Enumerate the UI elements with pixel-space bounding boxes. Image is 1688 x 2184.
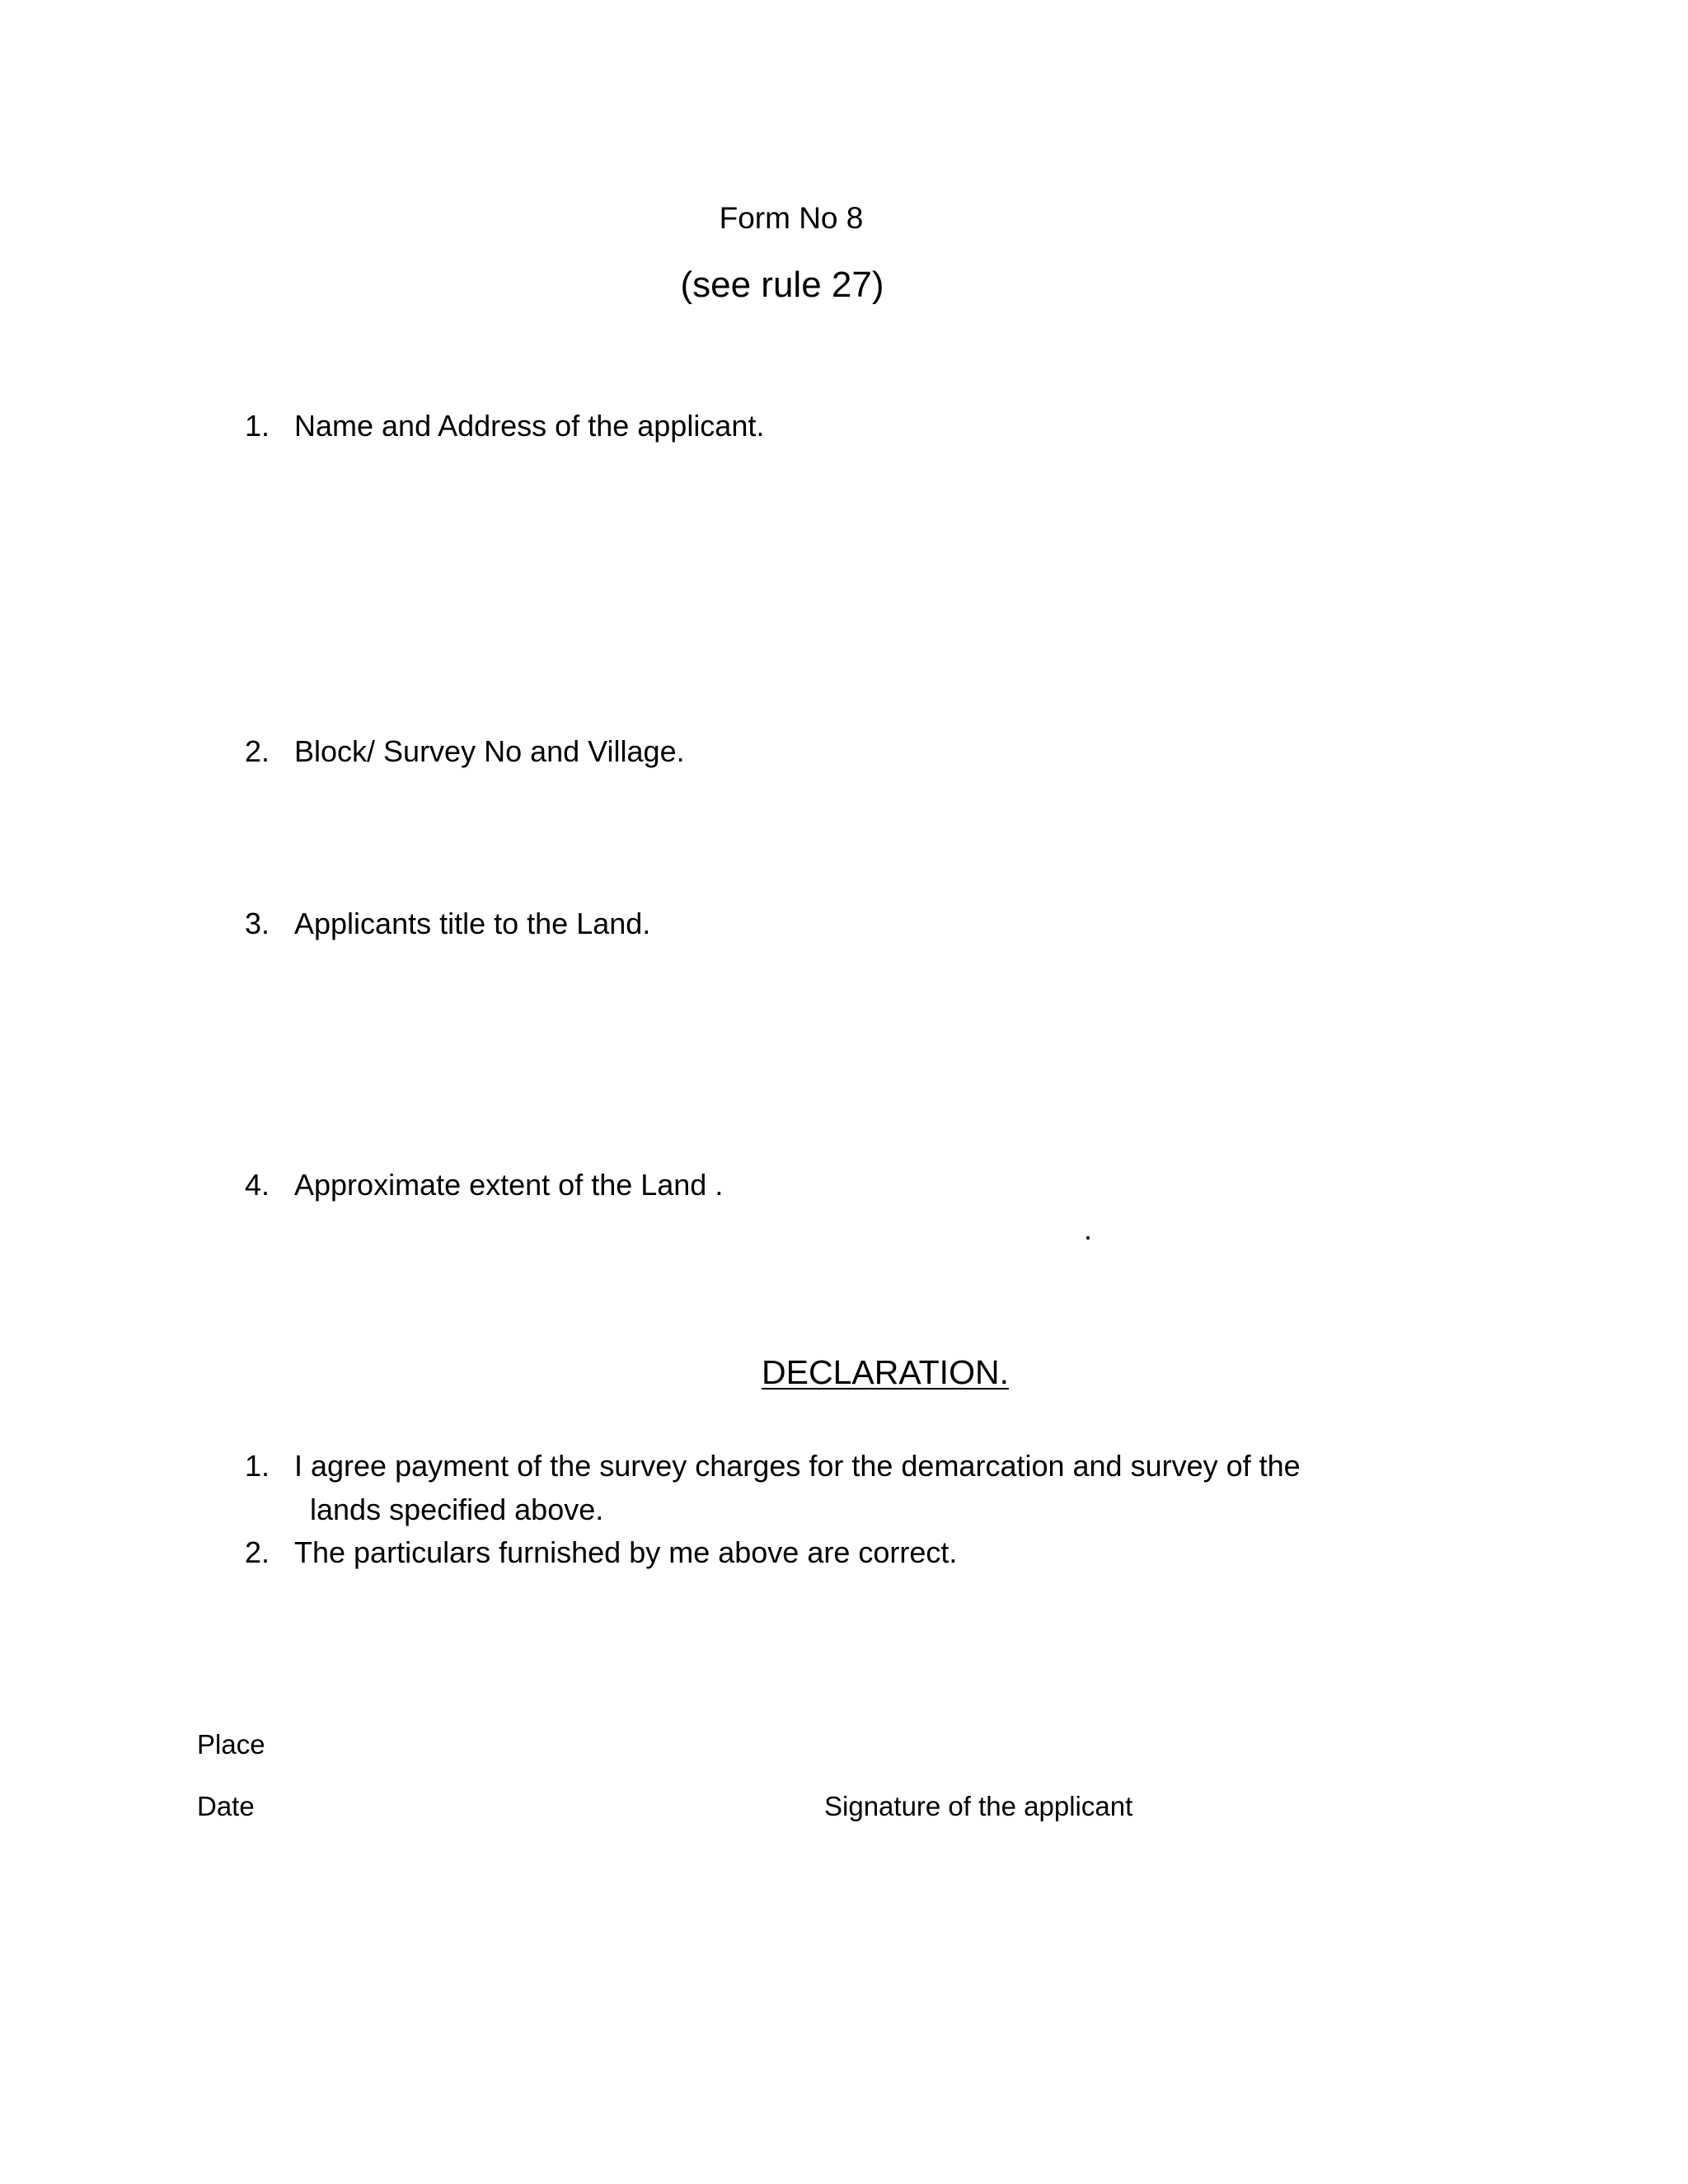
question-number: 3. — [245, 907, 270, 940]
question-title-land: Applicants title to the Land. — [294, 907, 651, 940]
form-title: Form No 8 — [719, 201, 864, 235]
declaration-item-correct: The particulars furnished by me above are correct. — [294, 1535, 958, 1569]
declaration-item-payment-cont: lands specified above. — [310, 1493, 604, 1526]
question-block-survey: Block/ Survey No and Village. — [294, 734, 685, 768]
declaration-item-payment: I agree payment of the survey charges for the demarcation and survey of the — [294, 1449, 1301, 1483]
place-label: Place — [197, 1729, 265, 1760]
question-number: 2. — [245, 734, 270, 768]
signature-label: Signature of the applicant — [824, 1791, 1133, 1821]
question-number: 1. — [245, 409, 270, 443]
declaration-number: 2. — [245, 1535, 270, 1569]
question-name-address: Name and Address of the applicant. — [294, 409, 765, 443]
date-label: Date — [197, 1791, 255, 1821]
question-extent-land: Approximate extent of the Land . — [294, 1168, 724, 1202]
declaration-number: 1. — [245, 1449, 270, 1483]
rule-reference: (see rule 27) — [680, 265, 884, 305]
question-number: 4. — [245, 1168, 270, 1202]
declaration-heading: DECLARATION. — [762, 1353, 1009, 1391]
stray-dot: . — [1084, 1212, 1093, 1246]
